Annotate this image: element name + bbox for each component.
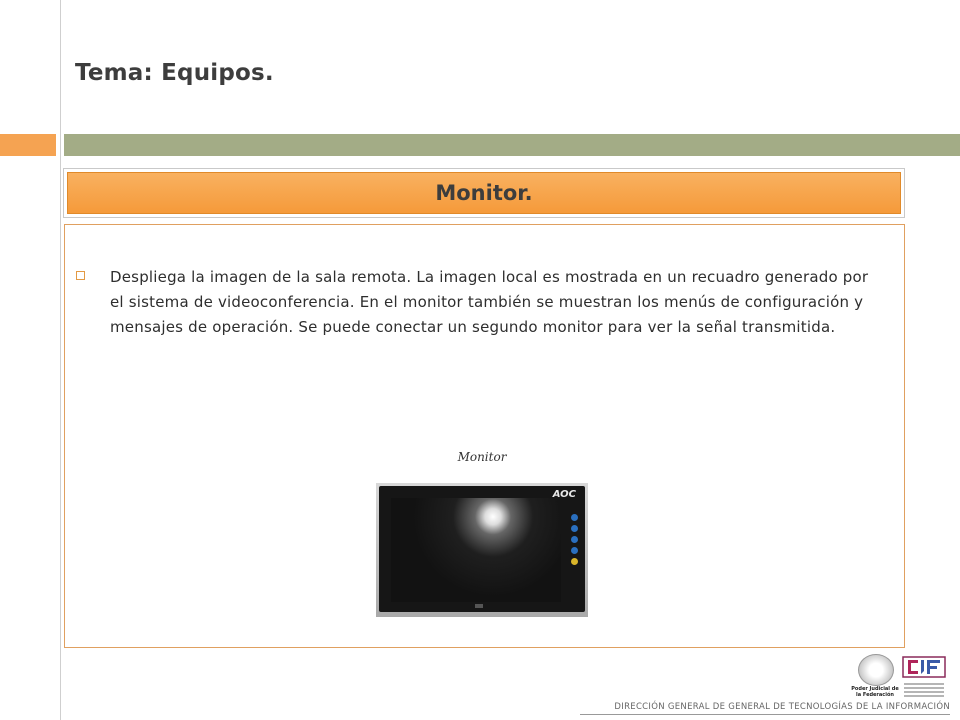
monitor-button-icon: [571, 525, 578, 532]
logo-left-label: Poder Judicial de la Federación: [851, 686, 899, 698]
monitor-photo: [376, 483, 588, 617]
monitor-brand-label: AOC: [552, 489, 576, 500]
figure-caption: Monitor: [457, 450, 507, 464]
bullet-text: Despliega la imagen de la sala remota. La imagen local es mostrada en un recuadro generado por el sistema de videoconferencia. En el monitor también se muestran los menús de configuración y mensajes de operación. Se puede conectar un segundo monitor para ver la señal transmitida.: [110, 268, 869, 336]
slide-margin-line: [60, 0, 61, 720]
accent-bar-green: [64, 134, 960, 156]
monitor-logo-mark: [475, 604, 483, 608]
monitor-side-buttons: [569, 510, 581, 580]
bullet-item: [76, 265, 876, 340]
footer-underline: [580, 714, 950, 715]
monitor-power-icon: [571, 558, 578, 565]
section-title: Monitor.: [435, 181, 533, 205]
footer-text: DIRECCIÓN GENERAL DE GENERAL DE TECNOLOGÍAS DE LA INFORMACIÓN: [614, 702, 950, 712]
monitor-bezel: [379, 486, 585, 612]
monitor-screen: [391, 498, 561, 602]
national-seal-icon: [858, 654, 894, 686]
monitor-button-icon: [571, 547, 578, 554]
square-bullet-icon: [76, 271, 85, 280]
slide-title: Tema: Equipos.: [75, 60, 274, 86]
footer-logos: [850, 654, 950, 702]
cjf-logo-subtext: [902, 681, 946, 699]
accent-bar-orange: [0, 134, 56, 156]
section-header-band: [67, 172, 901, 214]
monitor-button-icon: [571, 536, 578, 543]
monitor-figure: [376, 447, 588, 619]
section-header: [63, 168, 905, 218]
cjf-logo-icon: [902, 656, 946, 678]
monitor-button-icon: [571, 514, 578, 521]
